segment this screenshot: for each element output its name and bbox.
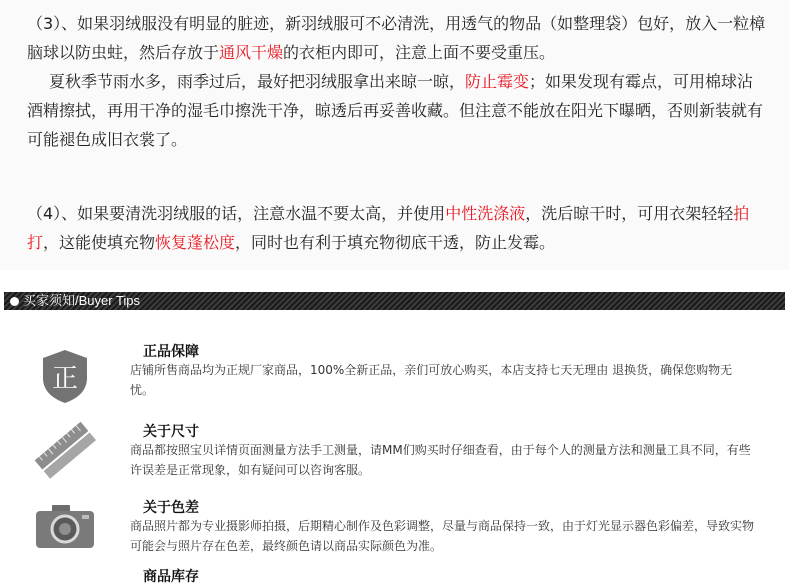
camera-icon [34,502,96,550]
highlight-restore-loft: 恢复蓬松度 [155,233,236,252]
tip-title-genuine: 正品保障 [143,344,199,360]
tip-desc-color: 商品照片都为专业摄影师拍摄，后期精心制作及色彩调整，尽量与商品保持一致，由于灯光显示器色彩偏差，导致实物可能会与照片存在色差，最终颜色请以商品实际颜色为准。 [130,519,755,553]
tip-desc-genuine: 店铺所售商品均为正规厂家商品，100%全新正品，亲们可放心购买，本店支持七天无理由 退换货，确保您购物无忧。 [130,363,733,397]
highlight-prevent-mold: 防止霉变 [465,72,530,91]
article-section [0,0,789,270]
text-run: 的衣柜内即可，注意上面不要受重压。 [283,43,556,62]
text-run: ，同时也有利于填充物彻底干透，防止发霉。 [235,233,556,252]
text-run: 夏秋季节雨水多，雨季过后，最好把羽绒服拿出来晾一晾， [49,72,466,91]
care-paragraph-storage [27,9,767,154]
bullet-icon [10,297,19,306]
tip-desc-size: 商品都按照宝贝详情页面测量方法手工测量，请MM们购买时仔细查看，由于每个人的测量方法和测量工具不同，有些许误差是正常现象，如有疑问可以咨询客服。 [130,443,751,477]
shield-char: 正 [51,364,79,394]
text-run: ，洗后晾干时，可用衣架轻轻 [525,204,734,223]
text-run: （4）、如果要清洗羽绒服的话，注意水温不要太高，并使用 [27,204,446,223]
care-paragraph-washing [27,199,767,257]
text-run: （3）、如果羽绒服没有明显的脏迹，新羽绒服可不必清洗，用透气的物品（如整理袋）包好，放入一粒樟脑球以防虫蛀，然后存放于 [27,14,766,62]
text-run: ，这能使填充物 [43,233,156,252]
tip-title-stock: 商品库存 [143,569,199,585]
highlight-neutral-detergent: 中性洗涤液 [445,204,526,223]
buyer-tips-title-wrap [10,292,140,310]
text-run: ；如果发现有霉点，可用棉球沾酒精擦拭，再用干净的湿毛巾擦洗干净，晾透后再妥善收藏。但注意不能放在阳光下曝晒，否则新装就有可能褪色成旧衣裳了。 [27,72,764,149]
highlight-pat: 拍打 [27,204,750,252]
shield-icon [40,348,90,404]
ruler-icon [34,422,98,480]
buyer-tips-title: 买家须知/Buyer Tips [23,293,141,308]
tip-title-color: 关于色差 [143,500,199,516]
tip-title-size: 关于尺寸 [143,424,199,440]
buyer-tips-header [4,292,785,310]
highlight-ventilated-dry: 通风干燥 [219,43,284,62]
